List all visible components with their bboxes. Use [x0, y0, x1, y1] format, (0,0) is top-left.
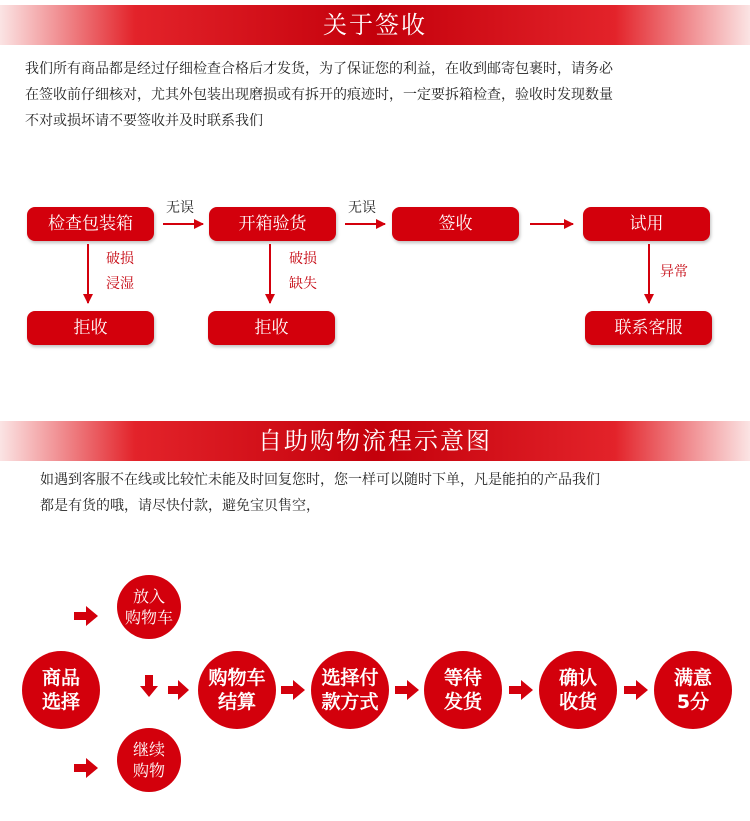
block-arrow-right-icon	[509, 680, 533, 700]
block-arrow-right-icon	[624, 680, 648, 700]
sign-node: 签收	[392, 207, 519, 241]
signing-intro-line: 在签收前仔细核对，尤其外包装出现磨损或有拆开的痕迹时，一定要拆箱检查，验收时发现数量	[25, 87, 613, 103]
reject-node-1: 拒收	[27, 311, 154, 345]
self-service-intro-line: 都是有货的哦，请尽快付款，避免宝贝售空，	[40, 498, 320, 514]
signing-banner: 关于签收	[0, 5, 750, 45]
step-label: 放入 购物车	[124, 587, 173, 627]
step-label: 购物车 结算	[208, 667, 266, 713]
step-label: 满意 5分	[673, 667, 712, 713]
step-label: 商品 选择	[41, 667, 80, 713]
self-service-intro-line: 如遇到客服不在线或比较忙未能及时回复您时，您一样可以随时下单，凡是能拍的产品我们	[40, 472, 600, 488]
step-label: 等待 发货	[443, 667, 482, 713]
contact-service-node: 联系客服	[585, 311, 712, 345]
reason-text: 缺失	[289, 276, 317, 292]
reason-text: 破损	[106, 251, 134, 267]
reason-text: 破损	[289, 251, 317, 267]
block-arrow-right-icon	[168, 680, 189, 700]
trial-node: 试用	[583, 207, 710, 241]
block-arrow-right-icon	[74, 606, 98, 626]
step-label: 确认 收货	[558, 667, 597, 713]
inspect-box-node: 检查包装箱	[27, 207, 154, 241]
step-label: 继续 购物	[132, 740, 165, 780]
no-error-label-2: 无误	[348, 200, 376, 216]
signing-intro-line: 不对或损坏请不要签收并及时联系我们	[25, 113, 263, 129]
no-error-label-1: 无误	[166, 200, 194, 216]
self-service-banner: 自助购物流程示意图	[0, 421, 750, 461]
block-arrow-right-icon	[74, 758, 98, 778]
block-arrow-right-icon	[281, 680, 305, 700]
abnormal-label: 异常	[660, 264, 688, 280]
signing-intro-line: 我们所有商品都是经过仔细检查合格后才发货，为了保证您的利益，在收到邮寄包裹时，请务必	[25, 61, 613, 77]
block-arrow-right-icon	[395, 680, 419, 700]
block-arrow-down-icon	[140, 675, 158, 697]
reject-node-2: 拒收	[208, 311, 335, 345]
reason-text: 浸湿	[106, 276, 134, 292]
open-box-node: 开箱验货	[209, 207, 336, 241]
step-label: 选择付 款方式	[321, 667, 379, 713]
